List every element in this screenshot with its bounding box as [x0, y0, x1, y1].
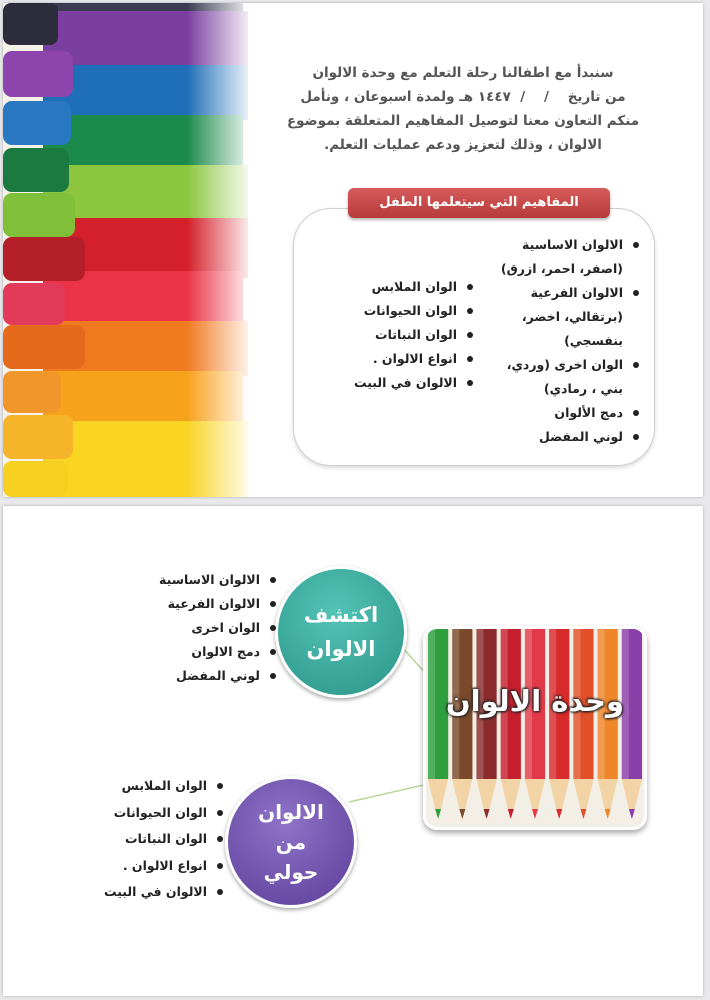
pastels-image	[3, 3, 248, 497]
list-item: الوان اخرى (وردي، بني ، رمادي)	[493, 353, 641, 401]
list-item: الوان الملابس	[103, 773, 225, 800]
node-label: اكتشف الالوان	[303, 603, 379, 661]
discover-colors-list	[153, 568, 278, 688]
intro-paragraph	[273, 61, 653, 157]
unit-title: وحدة الالوان	[445, 684, 625, 718]
intro-line: سنبدأ مع اطفالنا رحلة التعلم مع وحدة الالوان	[312, 65, 614, 81]
node-label: الالوان من حولي	[258, 800, 324, 884]
list-item: الالوان الفرعية	[153, 592, 278, 616]
list-item: الوان الحيوانات	[103, 800, 225, 827]
list-item: الالوان الاساسية (اصفر، احمر، ازرق)	[493, 233, 641, 281]
page-intro	[3, 3, 703, 497]
colored-pencils-image	[426, 629, 644, 827]
concepts-list-main	[493, 233, 641, 449]
list-item: لوني المفضل	[493, 425, 641, 449]
connector-line	[349, 784, 428, 802]
concepts-list-around	[333, 275, 475, 395]
list-item: انواع الالوان .	[333, 347, 475, 371]
discover-colors-node	[275, 566, 407, 698]
list-item: الالوان الفرعية (برتقالي، اخضر، بنفسجي)	[493, 281, 641, 353]
list-item: انواع الالوان .	[103, 853, 225, 880]
list-item: الوان النباتات	[333, 323, 475, 347]
list-item: الالوان الاساسية	[153, 568, 278, 592]
intro-line: الالوان ، وذلك لتعزيز ودعم عمليات التعلم.	[324, 137, 602, 153]
concepts-title: المفاهيم التي سيتعلمها الطفل	[348, 188, 610, 218]
list-item: الالوان في البيت	[333, 371, 475, 395]
colors-around-me-list	[103, 773, 225, 906]
intro-line: منكم التعاون معنا لتوصيل المفاهيم المتعلقة بموضوع	[286, 113, 640, 129]
list-item: الوان اخرى	[153, 616, 278, 640]
intro-line: من تاريخ / / ١٤٤٧ هـ ولمدة اسبوعان ، ونأمل	[300, 89, 626, 105]
list-item: الوان الحيوانات	[333, 299, 475, 323]
unit-title-image	[423, 626, 647, 830]
colors-around-me-node	[225, 776, 357, 908]
list-item: الوان النباتات	[103, 826, 225, 853]
list-item: دمج الالوان	[153, 640, 278, 664]
list-item: لوني المفضل	[153, 664, 278, 688]
list-item: الوان الملابس	[333, 275, 475, 299]
list-item: الالوان في البيت	[103, 879, 225, 906]
page-mindmap	[3, 506, 703, 996]
list-item: دمج الألوان	[493, 401, 641, 425]
